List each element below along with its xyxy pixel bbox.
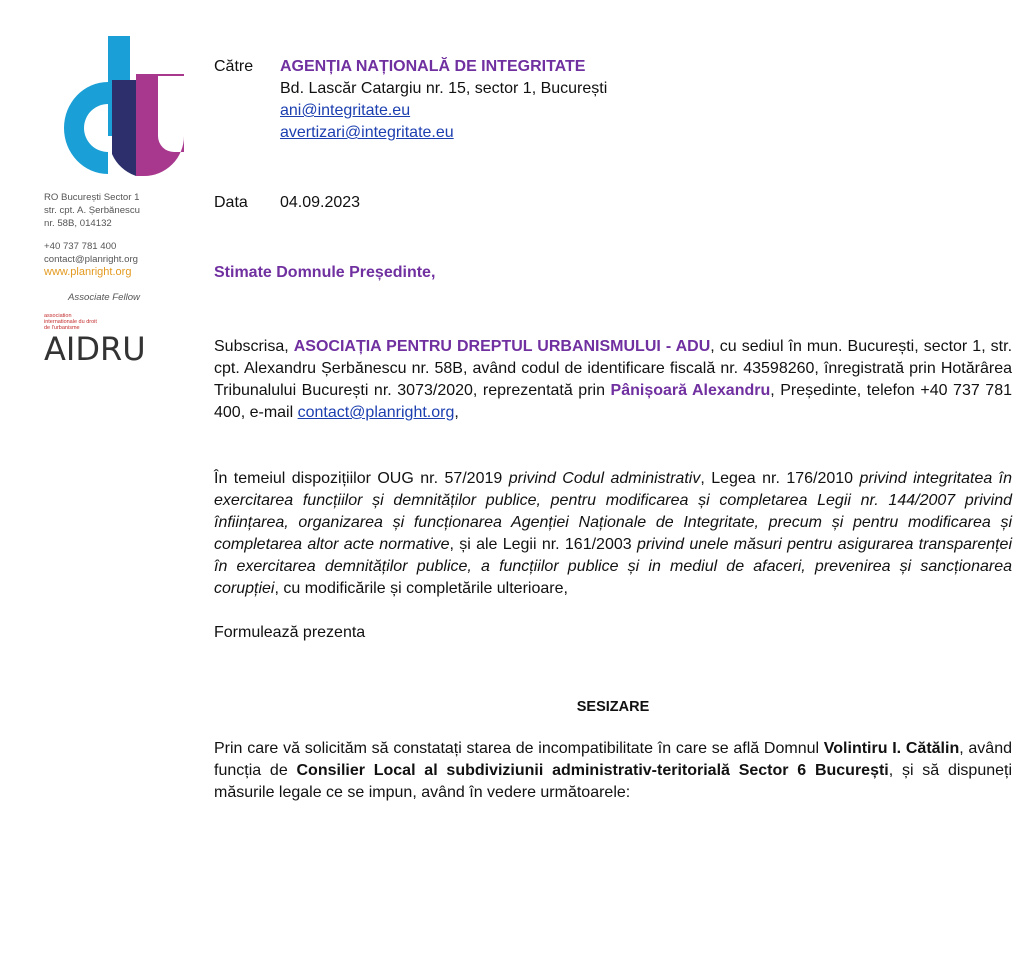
aidru-wordmark: AIDRU	[44, 330, 146, 368]
recipient-address: Bd. Lascăr Catargiu nr. 15, sector 1, București	[280, 80, 608, 97]
text: , și ale Legii nr. 161/2003	[449, 536, 637, 553]
aidru-small-text: association internationale du droit de l'urbanisme	[44, 313, 97, 331]
paragraph-legal-basis	[214, 468, 1012, 600]
person-name: Volintiru I. Cătălin	[823, 740, 960, 757]
recipient-email-link[interactable]: ani@integritate.eu	[280, 102, 411, 119]
sidebar-address	[44, 191, 194, 230]
date-label: Data	[214, 194, 248, 211]
text: ,	[454, 404, 459, 421]
sidebar-phone: +40 737 781 400	[44, 241, 117, 252]
text: , având funcția de	[214, 740, 1013, 779]
date-value: 04.09.2023	[280, 194, 361, 211]
organization-name: ASOCIAȚIA PENTRU DREPTUL URBANISMULUI - ADU	[293, 338, 711, 355]
contact-email-link[interactable]: contact@planright.org	[297, 404, 455, 421]
sidebar-website[interactable]: www.planright.org	[44, 266, 132, 278]
address-line: nr. 58B, 014132	[44, 218, 112, 229]
text: , Legea nr. 176/2010	[700, 470, 860, 487]
text: , cu sediul în mun. București, sector 1, str. cpt. Alexandru Șerbănescu nr. 58B, având codul de identificare fiscală nr. 43598260, înregistrată prin Hotărârea Tribunalului București nr. 3073/2020, reprezentată prin	[214, 338, 1013, 399]
document-title: SESIZARE	[576, 699, 650, 715]
text: În temeiul dispozițiilor OUG nr. 57/2019	[214, 470, 509, 487]
recipient-alert-email-link[interactable]: avertizari@integritate.eu	[280, 124, 454, 141]
formulate-line: Formulează prezenta	[214, 624, 366, 641]
italic-text: privind unele măsuri pentru asigurarea transparenței în exercitarea demnităților publice, a funcțiilor publice și in mediul de afaceri, prevenirea și sancționarea corupției	[214, 536, 1013, 597]
associate-fellow-label: Associate Fellow	[68, 292, 140, 303]
function-title: Consilier Local al subdiviziunii administrativ-teritorială Sector 6 București	[296, 762, 889, 779]
text: , cu modificările și completările ulterioare,	[274, 580, 568, 597]
text: , și să dispuneți măsurile legale ce se impun, având în vedere următoarele:	[214, 762, 1013, 801]
address-line: RO București Sector 1	[44, 192, 140, 203]
sidebar-contact	[44, 240, 194, 279]
italic-text: privind Codul administrativ	[508, 470, 701, 487]
sidebar	[44, 36, 194, 368]
letter-body	[214, 56, 1012, 804]
text: Subscrisa,	[214, 338, 294, 355]
text: , Președinte, telefon +40 737 781 400, e-mail	[214, 382, 1012, 421]
paragraph-identification	[214, 336, 1012, 424]
salutation: Stimate Domnule Președinte,	[214, 264, 436, 281]
recipient-label: Către	[214, 58, 254, 75]
italic-text: privind integritatea în exercitarea funcțiilor și demnităților publice, pentru modificarea și completarea Legii nr. 144/2007 privind înființarea, organizarea și funcționarea Agenției Naționale de Integritate, precum și pentru modificarea și completarea altor acte normative	[214, 470, 1013, 553]
sidebar-email[interactable]: contact@planright.org	[44, 254, 139, 265]
recipient-block	[214, 56, 1012, 144]
address-line: str. cpt. A. Șerbănescu	[44, 205, 140, 216]
recipient-name: AGENȚIA NAȚIONALĂ DE INTEGRITATE	[280, 58, 586, 75]
text: Prin care vă solicităm să constatați starea de incompatibilitate în care se află Domnul	[214, 740, 824, 757]
representative-name: Pânișoară Alexandru	[610, 382, 771, 399]
adu-logo	[44, 36, 184, 178]
aidru-logo	[44, 313, 184, 368]
paragraph-request	[214, 738, 1012, 804]
date-block	[214, 192, 1012, 214]
